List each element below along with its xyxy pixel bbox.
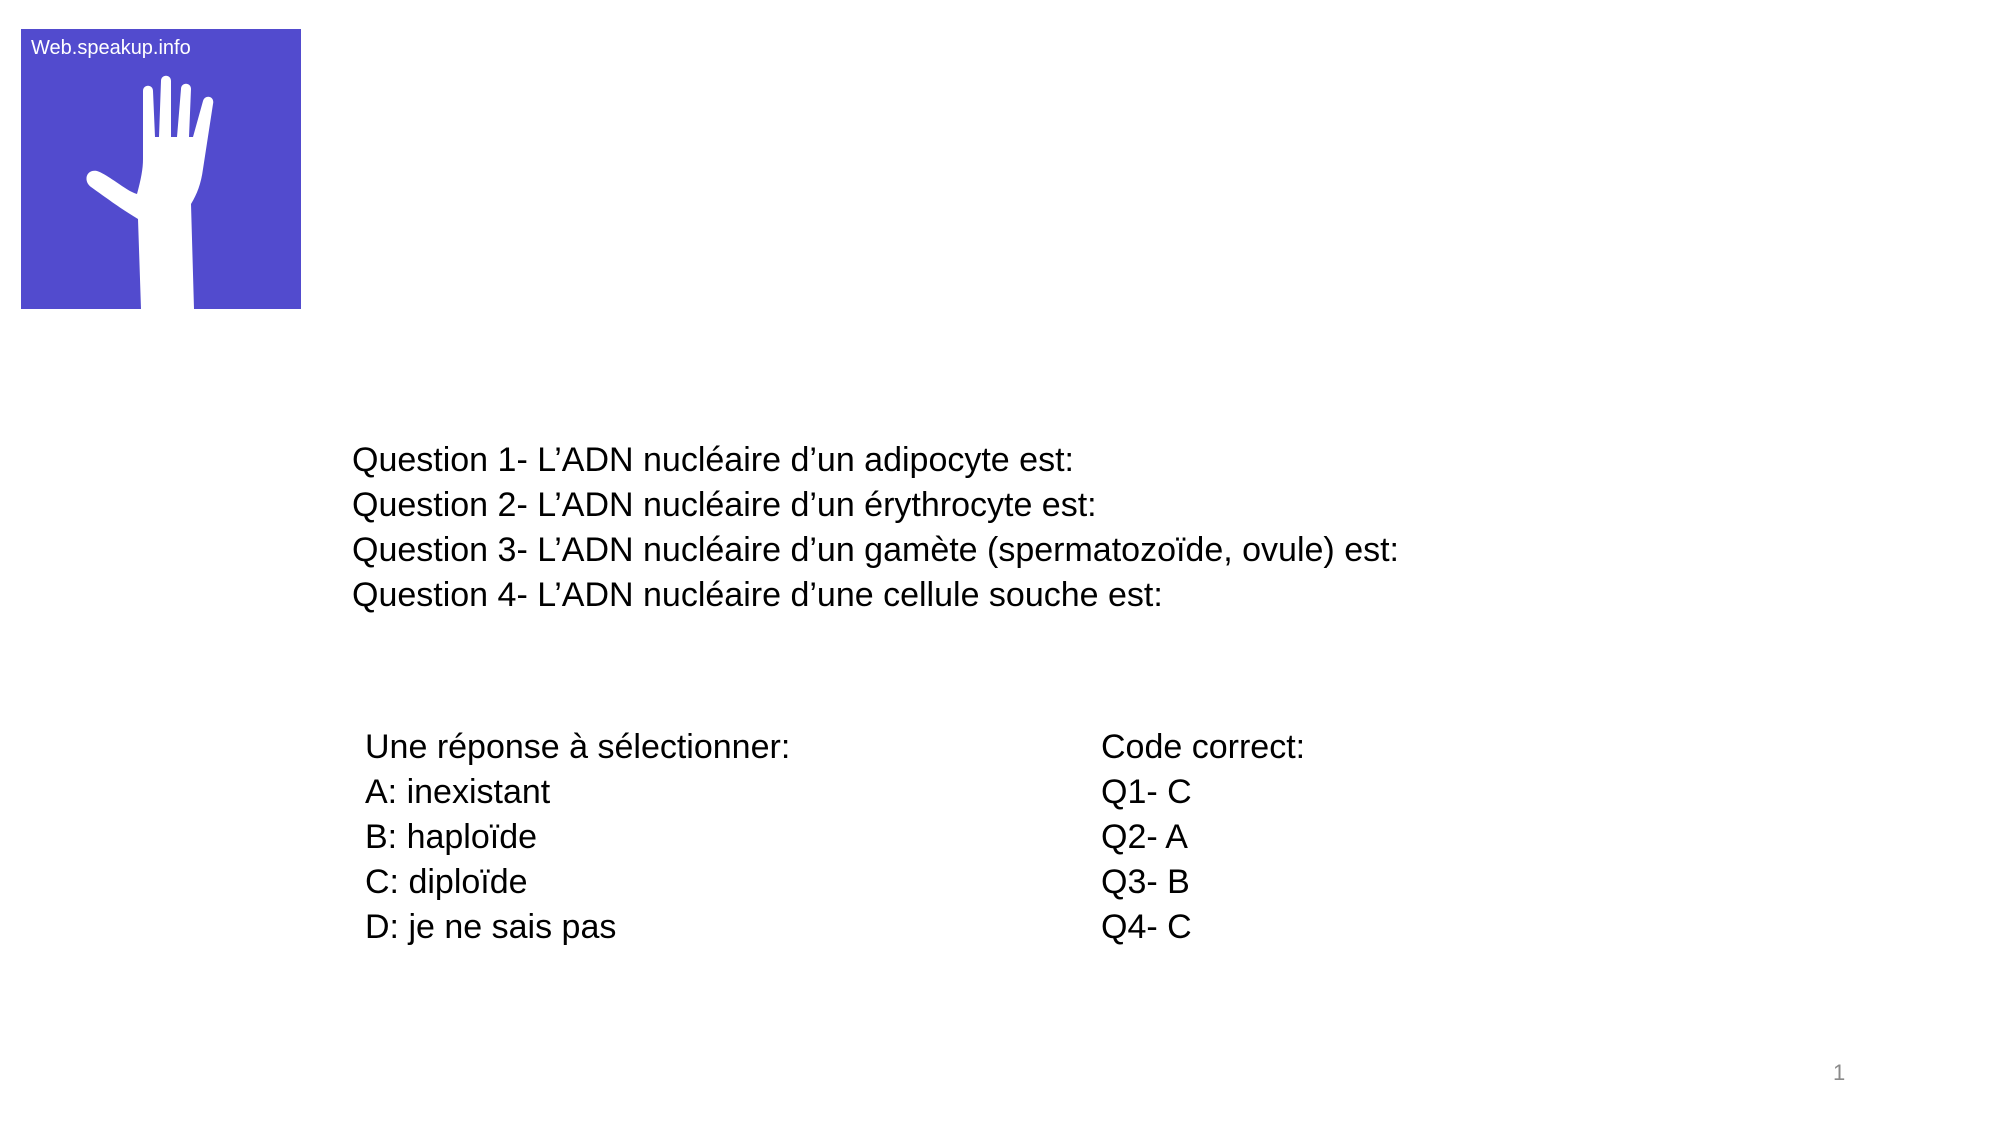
question-1: Question 1- L’ADN nucléaire d’un adipocyte est: [352, 441, 1074, 479]
option-b: B: haploïde [365, 818, 538, 856]
code-q3: Q3- B [1101, 863, 1190, 901]
answer-options [365, 725, 790, 950]
question-list [352, 438, 1399, 618]
speakup-logo [21, 29, 301, 309]
logo-text: Web.speakup.info [31, 37, 191, 59]
correct-codes [1101, 725, 1305, 950]
raised-hand-icon [21, 29, 301, 309]
option-d: D: je ne sais pas [365, 908, 617, 946]
question-3: Question 3- L’ADN nucléaire d’un gamète (spermatozoïde, ovule) est: [352, 531, 1399, 569]
question-4: Question 4- L’ADN nucléaire d’une cellule souche est: [352, 576, 1163, 614]
code-heading: Code correct: [1101, 728, 1306, 766]
question-2: Question 2- L’ADN nucléaire d’un érythrocyte est: [352, 486, 1097, 524]
code-q1: Q1- C [1101, 773, 1192, 811]
answers-heading: Une réponse à sélectionner: [365, 728, 791, 766]
code-q2: Q2- A [1101, 818, 1188, 856]
option-c: C: diploïde [365, 863, 528, 901]
page-number: 1 [1833, 1060, 1846, 1085]
code-q4: Q4- C [1101, 908, 1192, 946]
option-a: A: inexistant [365, 773, 551, 811]
